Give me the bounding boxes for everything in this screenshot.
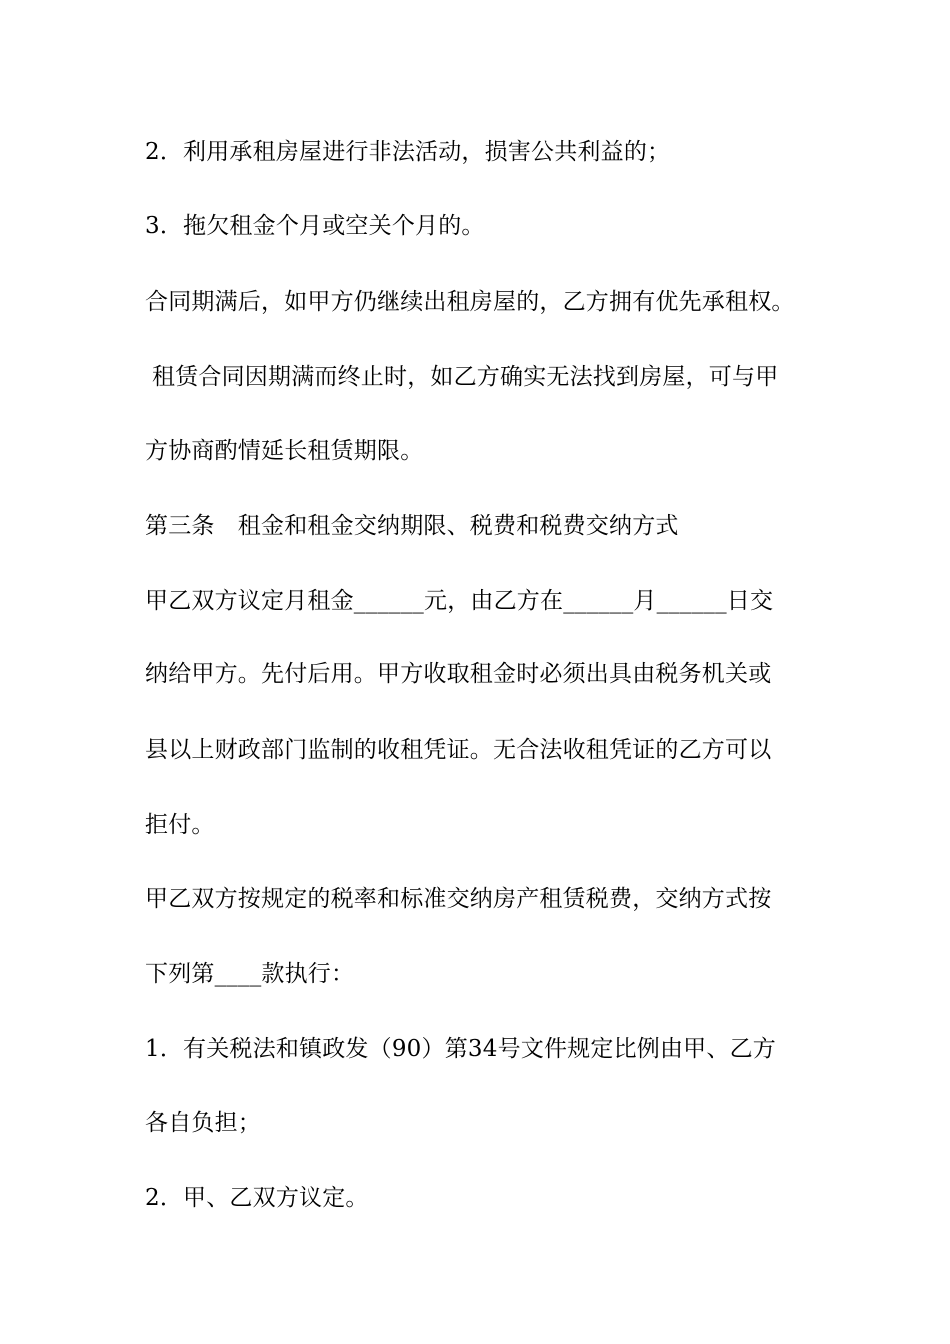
clause-item-3-rent-arrears: 3．拖欠租金个月或空关个月的。: [145, 213, 485, 239]
paragraph-rent-line-1: 甲乙双方议定月租金______元，由乙方在______月______日交: [145, 588, 774, 614]
paragraph-rent-line-2: 纳给甲方。先付后用。甲方收取租金时必须出具由税务机关或: [145, 661, 772, 687]
paragraph-priority-lease: 合同期满后，如甲方仍继续出租房屋的，乙方拥有优先承租权。: [145, 289, 795, 315]
paragraph-tax-line-2: 下列第____款执行：: [145, 961, 355, 987]
paragraph-rent-line-4: 拒付。: [145, 812, 215, 838]
article-3-heading: 第三条 租金和租金交纳期限、税费和税费交纳方式: [145, 513, 679, 539]
paragraph-rent-line-3: 县以上财政部门监制的收租凭证。无合法收租凭证的乙方可以: [145, 737, 772, 763]
tax-option-2: 2．甲、乙双方议定。: [145, 1185, 369, 1211]
paragraph-lease-extension-line-2: 方协商酌情延长租赁期限。: [145, 438, 424, 464]
paragraph-tax-line-1: 甲乙双方按规定的税率和标准交纳房产租赁税费，交纳方式按: [145, 886, 772, 912]
tax-option-1-line-1: 1．有关税法和镇政发（90）第34号文件规定比例由甲、乙方: [145, 1036, 776, 1062]
clause-item-2-illegal-use: 2．利用承租房屋进行非法活动，损害公共利益的；: [145, 139, 671, 165]
tax-option-1-line-2: 各自负担；: [145, 1110, 261, 1136]
paragraph-lease-extension-line-1: 租赁合同因期满而终止时，如乙方确实无法找到房屋，可与甲: [152, 364, 779, 390]
